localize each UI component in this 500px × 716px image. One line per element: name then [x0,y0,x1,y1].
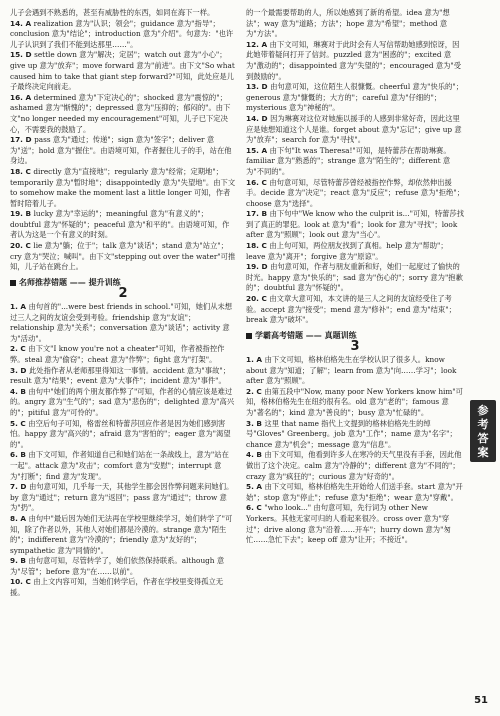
answer-item [246,294,464,326]
answer-text: realization 意为"认识；领会"；guidance 意为"指导"；conclusion 意为"结论"；introduction 意为"介绍"。句意为："也许儿子认识到了我们不能到达那里……"。 [10,18,234,49]
answer-item [246,241,464,262]
answer-number: 13. D [246,82,271,92]
answer-item [10,167,236,209]
answer-item [246,178,464,210]
answer-text: directly 意为"直接地"；regularly 意为"经常；定期地"；temporarily 意为"暂时地"；disappointedly 意为"失望地"。由下文 to somehow make the moment last a little longer 可知，作者暂时陪着儿子。 [10,166,236,208]
exercise-number: 2 [118,286,128,302]
answer-item [10,514,236,556]
answer-item [10,556,236,577]
answer-item [246,114,464,146]
answer-text: 由下句"It was Theresa!"可知，是特蕾莎在帮助琳赛。familiar 意为"熟悉的"；strange 意为"陌生的"；different 意为"不同的"。 [246,145,451,176]
answer-item [10,302,236,344]
answer-item [10,387,236,419]
answer-item [246,40,464,82]
answer-text: 由句意可知，几乎每一天，其他学生都会因作弊问题来问她们。by 意为"通过"；return 意为"返回"；pass 意为"通过"；throw 意为"扔"。 [10,482,234,513]
answer-number: 12. A [246,39,270,49]
answer-item [246,209,464,241]
answer-item [10,450,236,482]
answer-number: 16. A [10,92,34,102]
answer-text: 由文章大意可知，本文讲的是三人之间的友谊经受住了考验。accept 意为"接受"；mend 意为"修补"；end 意为"结束"；break 意为"破坏"。 [246,294,456,325]
answer-item [10,209,236,241]
answer-text: 由下文可知，他看到许多人在寒冷的天气里没有手套，因此他做出了这个决定。calm 意为"冷静的"；different 意为"不同的"；crazy 意为"疯狂的"；curious 意为"好奇的"。 [246,450,462,481]
answer-text: 由下文"I know you're not a cheater"可知，作者被指控作弊。steal 意为"偷窃"；cheat 意为"作弊"；fight 意为"打架"。 [10,344,225,364]
answer-number: 4. B [10,386,29,396]
answer-number: 15. A [246,145,270,155]
answer-item [246,355,464,387]
answer-text: 由句意可知，尽管特蕾莎曾经被指控作弊，却依然伸出援手。decide 意为"决定"；react 意为"反应"；refuse 意为"拒绝"；choose 意为"选择"。 [246,177,464,208]
answer-number: 2. C [10,344,29,354]
answer-item [246,262,464,294]
answer-text: 由空后句子可知，格雷丝和特蕾莎回应作者是因为她们感到害怕。happy 意为"高兴的"；afraid 意为"害怕的"；eager 意为"渴望的"。 [10,418,231,449]
answer-text: 此处指作者从老师那里得知这一事情。accident 意为"事故"；result 意为"结果"；event 意为"大事件"；incident 意为"事件"。 [10,365,231,386]
answer-text: 的一个最需要帮助的人，所以她感到了新的希望。idea 意为"想法"；way 意为"道路；方法"；hope 意为"希望"；method 意为"方法"。 [246,8,450,39]
answer-item [10,419,236,451]
answer-number: 19. D [246,262,271,272]
answer-text: 这里 that name 指代上文提到的格林伯格先生的绰号"Gloves" Greenberg。job 意为"工作"；name 意为"名字"；chance 意为"机会"；message 意为"信息"。 [246,418,457,449]
bullet-icon [246,333,252,339]
answer-number: 18. C [246,241,270,251]
answer-item [10,8,236,19]
answer-number: 2. C [246,386,265,396]
answer-text: 由句中"她们的两个朋友都作弊了"可知，作者的心情应该是难过的。angry 意为"生气的"；sad 意为"悲伤的"；delighted 意为"高兴的"；pitiful 意为"可怜的"。 [10,386,235,417]
answer-text: 由上句可知，两位朋友找到了真相。help 意为"帮助"；leave 意为"离开"；forgive 意为"原谅"。 [246,241,448,261]
section-title: 名师推荐错题 —— 提升训练 [19,277,121,287]
answer-number: 16. C [246,177,270,187]
answer-text: 由上文内容可知，当她们转学后，作者在学校里变得孤立无援。 [10,577,224,598]
answer-number: 9. B [10,556,29,566]
answer-text: 由下文可知，格林伯格先生在学校认识了很多人。know about 意为"知道；了解"；learn from 意为"向……学习"；look after 意为"照顾"。 [246,355,457,386]
answer-item [10,50,236,92]
answer-item [10,135,236,167]
answer-number: 3. B [246,418,265,428]
answer-number: 1. A [246,355,265,364]
answer-text: "who look..." 由句意可知，先行词为 other New Yorkers。其他无家可归的人看起来很冷。cross over 意为"穿过"；drive along 意为"沿着……开车"；hurry down 意为"匆忙……急忙下去"；keep off 意为"让开；不接近"。 [246,503,451,545]
answer-number: 14. D [246,113,271,123]
answer-number: 10. C [10,577,34,587]
exercise-number: 3 [350,339,360,355]
answer-text: 由下文可知，格林伯格先生开始给人们送手套。start 意为"开始"；stop 意为"停止"；refuse 意为"拒绝"；wear 意为"穿戴"。 [246,482,463,502]
answer-number: 1. A [10,302,29,312]
answer-text: 由下文可知，琳赛对于此时会有人写信帮助她感到惊讶，因此她带着疑问打开了信封。puzzled 意为"困惑的"；excited 意为"激动的"；disappointed 意为"失望的"；encouraged 意为"受到鼓励的"。 [246,39,462,81]
answer-text: 由句意可知，作者与朋友重新和好，她们一起度过了愉快的时光。happy 意为"快乐的"；sad 意为"伤心的"；sorry 意为"抱歉的"；doubtful 意为"怀疑的"。 [246,262,463,293]
answer-number: 4. B [246,450,265,460]
page-number: 51 [474,695,488,706]
answer-text: 由第五段中"Now, many poor New Yorkers know him"可知，格林伯格先生在纽约很有名。old 意为"老的"；famous 意为"著名的"；kind 意为"善良的"；busy 意为"忙碌的"。 [246,386,463,417]
answer-item [246,419,464,451]
answer-item [246,82,464,114]
answer-text: 因为琳赛对这位对她施以援手的人感到非常好奇，因此这里应是她想知道这个人是谁。forget about 意为"忘记"；give up 意为"放弃"；search for 意为"寻找"。 [246,113,462,145]
answer-number: 19. B [10,209,34,219]
tab-char: 答 [477,432,489,445]
answer-text: 由句中"最后因为她们无法再在学校里继续学习，她们转学了"可知，除了作者以外，其他人对她们都是冷漠的。strange 意为"陌生的"；indifferent 意为"冷漠的"；friendly 意为"友好的"；sympathetic 意为"同情的"。 [10,513,233,555]
answer-text: settle down 意为"解决；定居"；watch out 意为"小心"；give up 意为"放弃"；move forward 意为"前进"。由下文"So what caused him to take that giant step forward?"可知，此处应是儿子最终决定向前走。 [10,50,235,92]
answer-text: 由句意可知，尽管转学了，她们依然保持联系。although 意为"尽管"；before 意为"在……以前"。 [10,556,225,576]
answer-text: 儿子会遇到不熟悉的，甚至有威胁性的东西，如同在海下一样。 [10,8,215,17]
answer-item [10,241,236,273]
answer-item [10,577,236,598]
answer-number: 14. A [10,18,34,28]
answer-number: 20. C [246,294,270,304]
tab-char: 案 [477,446,489,459]
section-title: 学霸高考错题 —— 真题训练 [255,330,357,340]
answer-item [246,387,464,419]
answer-item [10,93,236,135]
answer-item [246,482,464,503]
answer-item [10,344,236,365]
answer-number: 18. C [10,166,34,176]
answer-number: 6. C [246,503,265,513]
tab-char: 考 [477,418,489,431]
answer-number: 20. C [10,241,34,251]
answer-item [246,503,464,545]
answer-text: lie 意为"躺；位于"；talk 意为"谈话"；stand 意为"站立"；cry 意为"哭泣；喊叫"。由下文"stepping out over the water"可推知，儿子站在跳台上。 [10,241,236,272]
left-column [10,8,236,599]
answer-item [246,8,464,40]
answer-key-tab [470,400,496,462]
answer-number: 17. D [10,135,35,145]
answer-number: 5. C [10,418,29,428]
answer-item [10,19,236,51]
answer-number: 5. A [246,482,265,492]
answer-item [246,146,464,178]
answer-number: 7. D [10,482,29,492]
tab-char: 参 [477,404,489,417]
answer-text: 由句意可知，这位陌生人很慷慨。cheerful 意为"快乐的"；generous 意为"慷慨的；大方的"；careful 意为"仔细的"；mysterious 意为"神秘的"。 [246,82,463,113]
answer-item [10,482,236,514]
bullet-icon [10,280,16,286]
answer-text: 由句首的"...were best friends in school."可知，她们从未想过三人之间的友谊会受到考验。friendship 意为"友谊"；relationship 意为"关系"；conversation 意为"谈话"；activity 意为"活动"。 [10,302,233,343]
answer-item [246,450,464,482]
answer-item [10,366,236,387]
answer-number: 8. A [10,513,29,523]
answer-text: 由下句中"We know who the culprit is..."可知，特蕾莎找到了真正的罪犯。look at 意为"看"；look for 意为"寻找"；look after 意为"照顾"；look out 意为"当心"。 [246,209,465,240]
answer-text: lucky 意为"幸运的"；meaningful 意为"有意义的"；doubtful 意为"怀疑的"；peaceful 意为"和平的"。由语境可知，作者认为这是一个有意义的时刻。 [10,209,230,240]
right-column [246,8,464,546]
answer-number: 15. D [10,50,35,60]
answer-number: 17. B [246,209,270,219]
answer-text: pass 意为"通过；传递"；sign 意为"签字"；deliver 意为"送"；hold 意为"握住"。由语境可知，作者握住儿子的手，站在他身边。 [10,135,232,166]
answer-number: 3. D [10,365,29,375]
answer-text: determined 意为"下定决心的"；shocked 意为"震惊的"；ashamed 意为"惭愧的"；depressed 意为"压抑的；郁闷的"。由下文"no longer needed my encouragement"可知，儿子已下定决心，不需要我的鼓励了。 [10,92,231,134]
answer-text: 由下文可知，作者知道自己和她们站在一条战线上，意为"站在一起"。attack 意为"攻击"；comfort 意为"安慰"；interrupt 意为"打断"；find 意为"发现"。 [10,450,229,481]
answer-number: 6. B [10,450,29,460]
